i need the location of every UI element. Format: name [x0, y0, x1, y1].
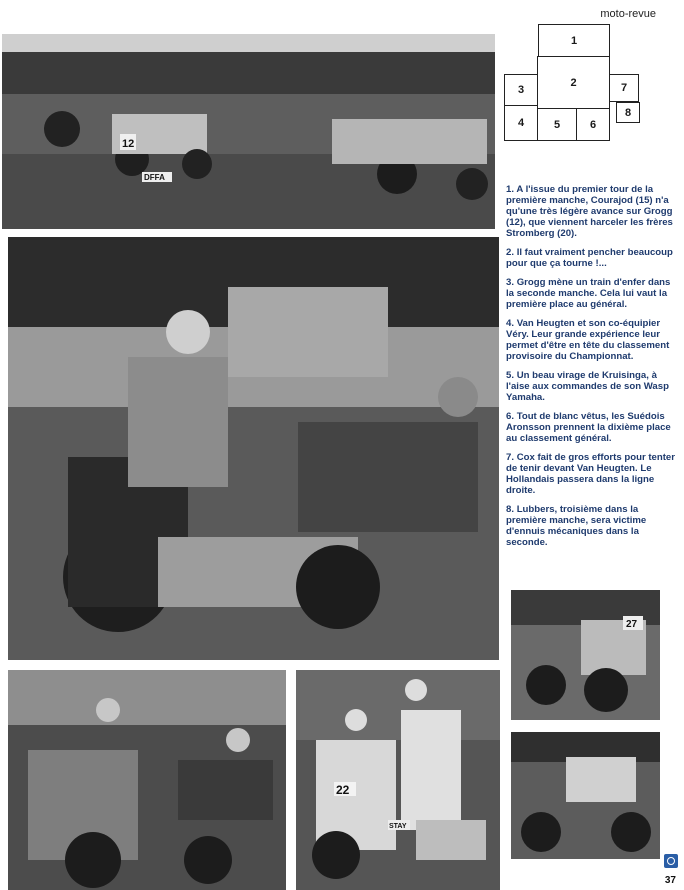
legend-cell-7: 7 — [609, 74, 639, 102]
photo-sidecar-turn — [8, 670, 286, 890]
photo-cox — [511, 590, 660, 720]
legend-cell-2: 2 — [537, 56, 610, 109]
caption-list — [506, 184, 676, 556]
photo-race-start — [2, 34, 495, 229]
caption-3: 3. Grogg mène un train d'enfer dans la seconde manche. Cela lui vaut la première place au général. — [506, 277, 671, 310]
caption-2: 2. Il faut vraiment pencher beaucoup pour que ça tourne !... — [506, 247, 673, 269]
legend-cell-6: 6 — [576, 108, 610, 141]
photo-leaning-sidecar — [8, 237, 499, 660]
caption-1: 1. A l'issue du premier tour de la première manche, Courajod (15) n'a qu'une très légère avance sur Grogg (12), que viennent harceler les frères Stromberg (20). — [506, 184, 673, 239]
photo-lubbers — [511, 732, 660, 859]
page-number: 37 — [664, 875, 676, 886]
legend-cell-4: 4 — [504, 105, 538, 141]
bib-12: 12 — [122, 138, 135, 150]
photo-legend-grid — [504, 24, 644, 131]
caption-7: 7. Cox fait de gros efforts pour tenter de tenir devant Van Heugten. Le Hollandais passera dans la ligne droite. — [506, 452, 675, 496]
caption-6: 6. Tout de blanc vêtus, les Suédois Aronsson prennent la dixième place au classement général. — [506, 411, 671, 444]
magazine-header: moto-revue — [600, 8, 656, 20]
legend-cell-5: 5 — [537, 108, 577, 141]
photo-white-team — [296, 670, 500, 890]
bib-27: 27 — [626, 619, 638, 630]
caption-5: 5. Un beau virage de Kruisinga, à l'aise aux commandes de son Wasp Yamaha. — [506, 370, 669, 403]
caption-8: 8. Lubbers, troisième dans la première manche, sera victime d'ennuis mécaniques dans la seconde. — [506, 504, 647, 548]
bib-22: 22 — [336, 783, 350, 797]
sponsor-board: STAY — [389, 823, 407, 830]
legend-cell-3: 3 — [504, 74, 538, 106]
sidecar-banner: DFFA — [144, 173, 165, 182]
page-marker-icon — [664, 854, 678, 868]
caption-4: 4. Van Heugten et son co-équipier Véry. Leur grande expérience leur permet d'être en tête du classement provisoire du Championnat. — [506, 318, 670, 362]
legend-cell-8: 8 — [616, 102, 640, 123]
legend-cell-1: 1 — [538, 24, 610, 57]
